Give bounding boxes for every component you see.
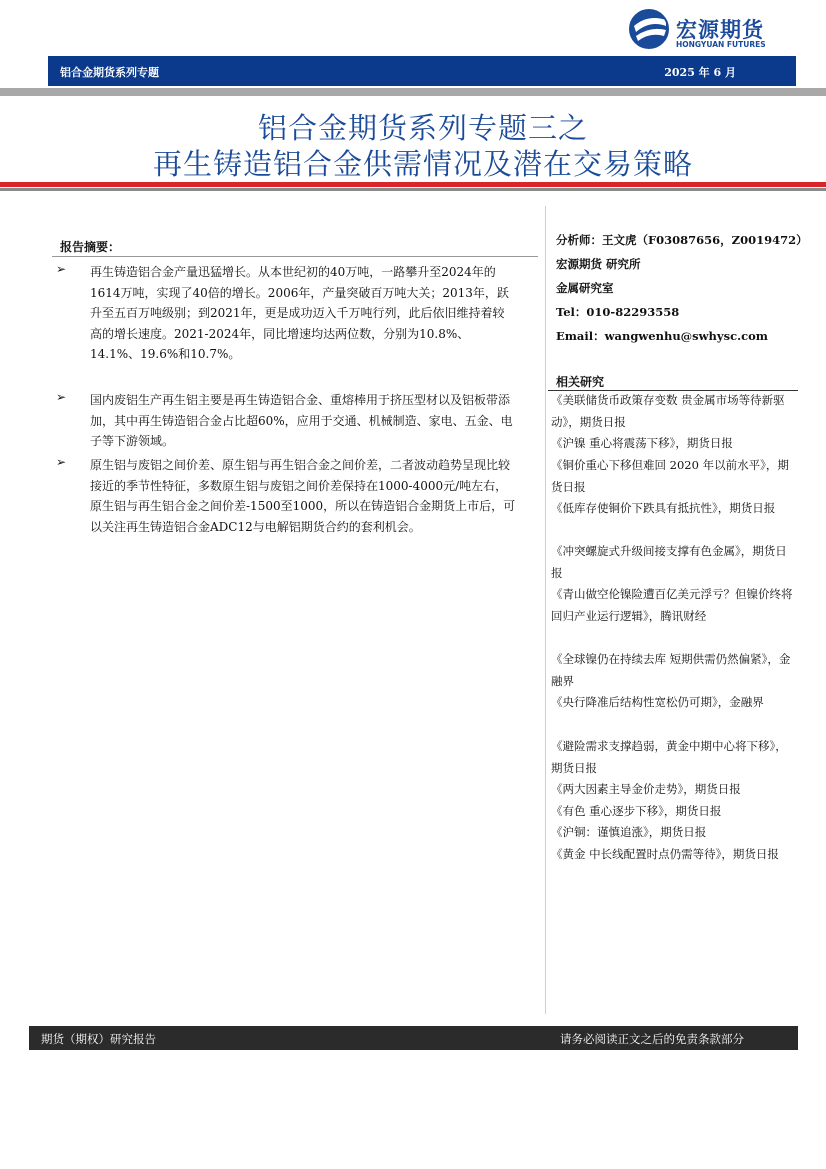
footer-report-type: 期货（期权）研究报告 xyxy=(41,1032,156,1046)
abstract-heading: 报告摘要： xyxy=(60,240,121,254)
related-item[interactable]: 《黄金 中长线配置时点仍需等待》，期货日报 xyxy=(551,847,779,861)
related-item[interactable]: 《美联储货币政策存变数 贵金属市场等待新驱动》，期货日报 xyxy=(551,393,785,429)
related-item[interactable]: 《有色 重心逐步下移》，期货日报 xyxy=(551,804,722,818)
brand-logo xyxy=(628,8,818,50)
abstract-bullet-text: 国内废铝生产再生铝主要是再生铸造铝合金、重熔棒用于挤压型材以及铝板带添加，其中再生铸造铝合金占比超60%，应用于交通、机械制造、家电、五金、电子等下游领域。 xyxy=(90,393,513,448)
brand-name-en: HONGYUAN FUTURES xyxy=(676,40,766,49)
series-label: 铝合金期货系列专题 xyxy=(60,66,159,79)
footer-bar xyxy=(29,1026,798,1050)
page-title-line1: 铝合金期货系列专题三之 xyxy=(257,111,588,145)
related-item[interactable]: 《沪镍 重心将震荡下移》，期货日报 xyxy=(551,436,733,450)
related-item[interactable]: 《全球镍仍在持续去库 短期供需仍然偏紧》，金融界 xyxy=(551,652,791,688)
column-divider xyxy=(545,206,546,1014)
related-item[interactable]: 《沪铜：谨慎追涨》，期货日报 xyxy=(551,825,707,839)
related-item[interactable]: 《低库存使铜价下跌具有抵抗性》，期货日报 xyxy=(551,501,776,515)
analyst-dept: 金属研究室 xyxy=(556,281,614,295)
related-item[interactable]: 《青山做空伦镍险遭百亿美元浮亏？但镍价终将回归产业运行逻辑》，腾讯财经 xyxy=(551,587,793,623)
brand-name-cn: 宏源期货 xyxy=(676,18,764,42)
related-item[interactable]: 《冲突螺旋式升级间接支撑有色金属》，期货日报 xyxy=(551,544,787,580)
analyst-org: 宏源期货 研究所 xyxy=(556,257,641,271)
related-item[interactable]: 《铜价重心下移但难回 2020 年以前水平》，期货日报 xyxy=(551,458,789,494)
abstract-bullet-text: 再生铸造铝合金产量迅猛增长。从本世纪初的40万吨，一路攀升至2024年的1614万吨，实现了40倍的增长。2006年，产量突破百万吨大关；2013年，跃升至五百万吨级别；到2021年，更是成功迈入千万吨行列，此后依旧维持着较高的增长速度。2021-2024年，同比增速均达两位数，分别为10.8%、14.1%、19.6%和10.7%。 xyxy=(90,265,509,361)
hongyuan-logo-icon xyxy=(628,8,672,50)
analyst-tel: Tel：010-82293558 xyxy=(556,305,680,319)
arrow-bullet-icon: ➢ xyxy=(56,455,67,469)
related-item[interactable]: 《央行降准后结构性宽松仍可期》，金融界 xyxy=(551,695,764,709)
related-item[interactable]: 《两大因素主导金价走势》，期货日报 xyxy=(551,782,741,796)
page-title-line2: 再生铸造铝合金供需情况及潜在交易策略 xyxy=(152,147,693,181)
arrow-bullet-icon: ➢ xyxy=(56,262,67,276)
footer-disclaimer[interactable]: 请务必阅读正文之后的免责条款部分 xyxy=(560,1032,744,1046)
related-item[interactable]: 《避险需求支撑趋弱，黄金中期中心将下移》，期货日报 xyxy=(551,739,787,775)
arrow-bullet-icon: ➢ xyxy=(56,390,67,404)
abstract-bullet-text: 原生铝与废铝之间价差、原生铝与再生铝合金之间价差，二者波动趋势呈现比较接近的季节性特征，多数原生铝与废铝之间价差保持在1000-4000元/吨左右，原生铝与再生铝合金之间价差-1500至1000，所以在铸造铝合金期货上市后，可以关注再生铸造铝合金ADC12与电解铝期货合约的套利机会。 xyxy=(90,458,516,534)
analyst-name: 分析师：王文虎（F03087656，Z0019472） xyxy=(556,233,808,247)
analyst-email[interactable]: Email：wangwenhu@swhysc.com xyxy=(556,329,768,343)
title-red-rule xyxy=(0,182,826,187)
abstract-rule xyxy=(52,256,538,257)
title-gray-rule xyxy=(0,188,826,191)
header-bar xyxy=(48,56,796,86)
header-divider xyxy=(0,88,826,96)
report-date: 2025 年 6 月 xyxy=(664,66,736,79)
related-heading: 相关研究 xyxy=(556,375,605,389)
